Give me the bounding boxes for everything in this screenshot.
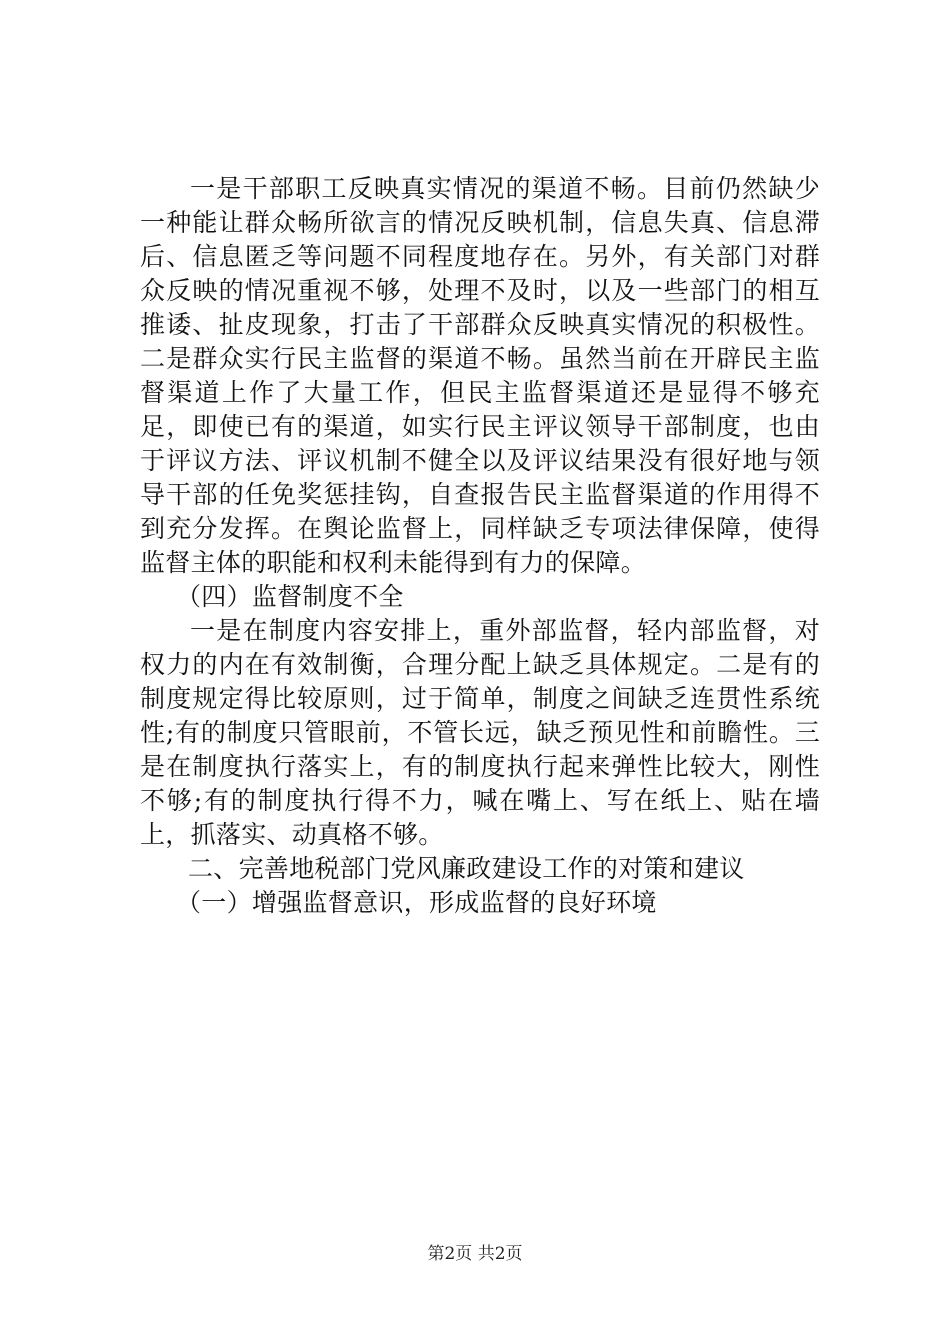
document-body [140, 172, 820, 920]
item-heading-supervision-awareness: （一）增强监督意识，形成监督的良好环境 [176, 888, 657, 917]
section-heading-supervision-system: （四）监督制度不全 [176, 582, 404, 611]
paragraph-channels: 一是干部职工反映真实情况的渠道不畅。目前仍然缺少一种能让群众畅所欲言的情况反映机制，信息失真、信息滞后、信息匿乏等问题不同程度地存在。另外，有关部门对群众反映的情况重视不够，处理不及时，以及一些部门的相互推诿、扯皮现象，打击了干部群众反映真实情况的积极性。二是群众实行民主监督的渠道不畅。虽然当前在开辟民主监督渠道上作了大量工作，但民主监督渠道还是显得不够充足，即使已有的渠道，如实行民主评议领导干部制度，也由于评议方法、评议机制不健全以及评议结果没有很好地与领导干部的任免奖惩挂钩，自查报告民主监督渠道的作用得不到充分发挥。在舆论监督上，同样缺乏专项法律保障，使得监督主体的职能和权利未能得到有力的保障。 [140, 174, 820, 577]
paragraph-system-deficiencies: 一是在制度内容安排上，重外部监督，轻内部监督，对权力的内在有效制衡，合理分配上缺乏具体规定。二是有的制度规定得比较原则，过于简单，制度之间缺乏连贯性系统性;有的制度只管眼前，不管长远，缺乏预见性和前瞻性。三是在制度执行落实上，有的制度执行起来弹性比较大，刚性不够;有的制度执行得不力，喊在嘴上、写在纸上、贴在墙上，抓落实、动真格不够。 [140, 616, 820, 849]
part-heading-countermeasures: 二、完善地税部门党风廉政建设工作的对策和建议 [188, 854, 745, 883]
page-number-footer: 第2页 共2页 [427, 1244, 523, 1264]
